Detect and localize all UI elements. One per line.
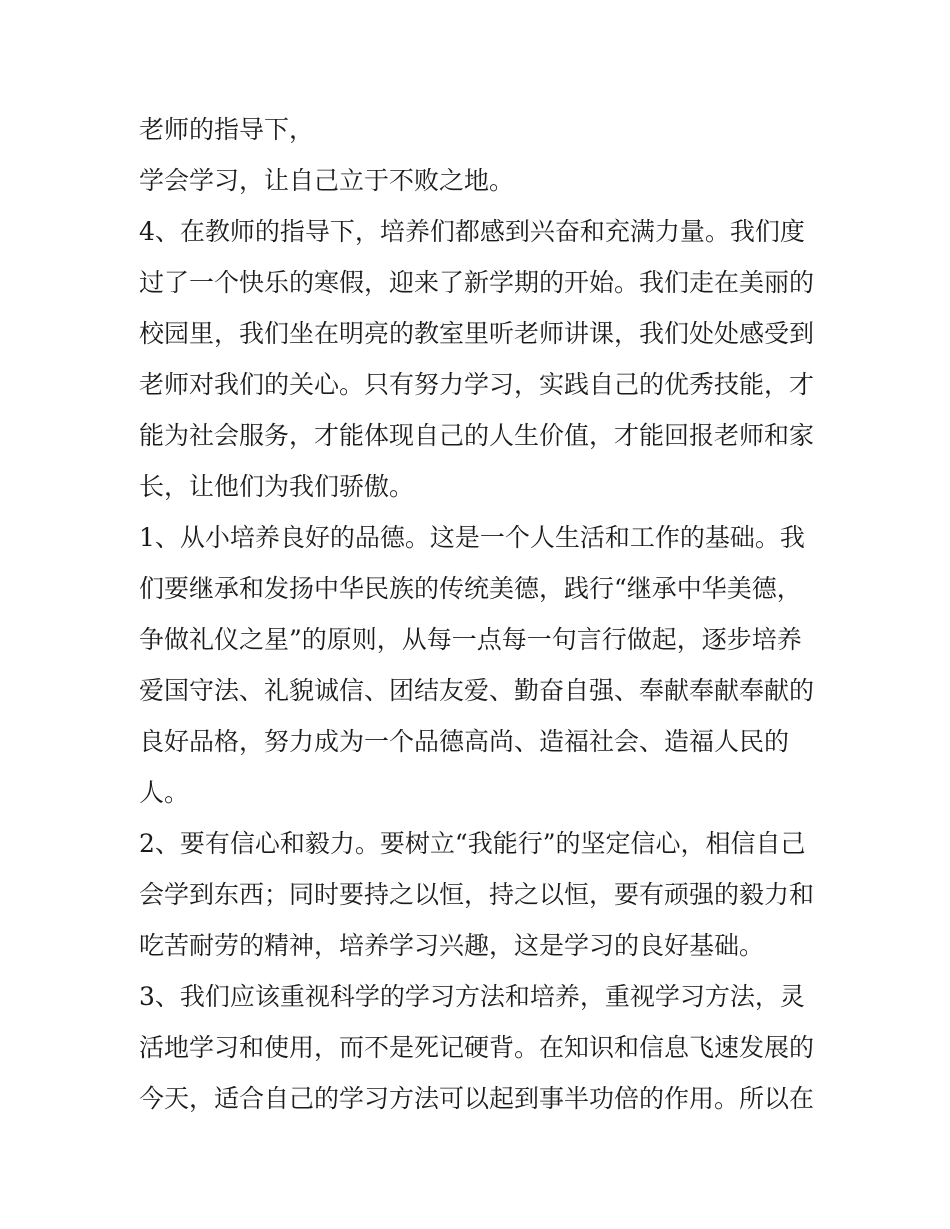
text-line: 老师对我们的关心。只有努力学习，实践自己的优秀技能，才	[139, 370, 815, 399]
text-line: 3、我们应该重视科学的学习方法和培养，重视学习方法，灵	[139, 982, 805, 1011]
text-line: 争做礼仪之星”的原则，从每一点每一句言行做起，逐步培养	[139, 625, 802, 654]
text-line: 1、从小培养良好的品德。这是一个人生活和工作的基础。我	[139, 523, 805, 552]
text-line: 长，让他们为我们骄傲。	[139, 472, 415, 501]
text-line: 今天，适合自己的学习方法可以起到事半功倍的作用。所以在	[139, 1084, 815, 1113]
text-line: 人。	[139, 778, 190, 807]
text-line: 校园里，我们坐在明亮的教室里听老师讲课，我们处处感受到	[139, 319, 815, 348]
body-text	[139, 104, 819, 1124]
text-line: 吃苦耐劳的精神，培养学习兴趣，这是学习的良好基础。	[139, 931, 765, 960]
text-line: 学会学习，让自己立于不败之地。	[139, 166, 515, 195]
text-line: 过了一个快乐的寒假，迎来了新学期的开始。我们走在美丽的	[139, 268, 815, 297]
text-line: 4、在教师的指导下，培养们都感到兴奋和充满力量。我们度	[139, 217, 805, 246]
text-line: 2、要有信心和毅力。要树立“我能行”的坚定信心，相信自己	[139, 829, 806, 858]
text-line: 活地学习和使用，而不是死记硬背。在知识和信息飞速发展的	[139, 1033, 815, 1062]
text-line: 老师的指导下，	[139, 115, 315, 144]
text-line: 能为社会服务，才能体现自己的人生价值，才能回报老师和家	[139, 421, 815, 450]
text-line: 们要继承和发扬中华民族的传统美德，践行“继承中华美德，	[139, 574, 802, 603]
text-line: 会学到东西；同时要持之以恒，持之以恒，要有顽强的毅力和	[139, 880, 815, 909]
text-line: 良好品格，努力成为一个品德高尚、造福社会、造福人民的	[139, 727, 790, 756]
text-line: 爱国守法、礼貌诚信、团结友爱、勤奋自强、奉献奉献奉献的	[139, 676, 815, 705]
